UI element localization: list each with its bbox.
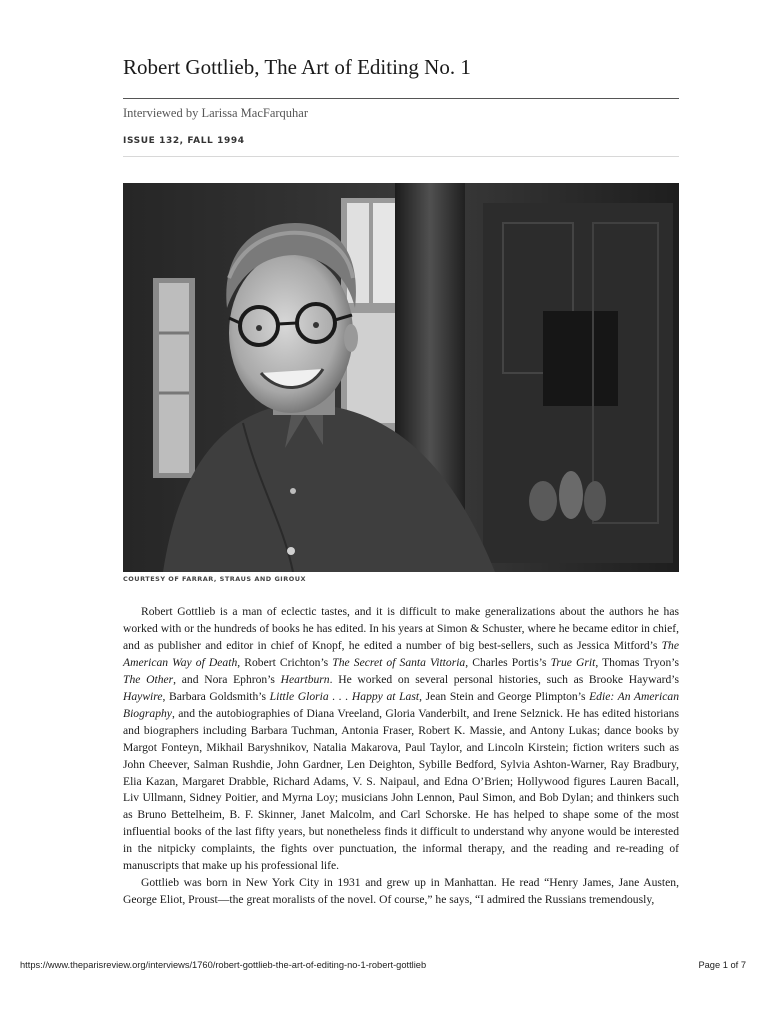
footer-url[interactable]: https://www.theparisreview.org/interviews/1760/robert-gottlieb-the-art-of-editing-no-1-robert-gottlieb (20, 960, 427, 970)
text-run: , Charles Portis’s (465, 655, 551, 669)
issue-label: ISSUE 132, FALL 1994 (123, 136, 245, 146)
article-body (123, 604, 679, 909)
italic-title: The Secret of Santa Vittoria (332, 655, 466, 669)
paragraph (123, 875, 679, 909)
author-photo (123, 183, 679, 572)
photo-credit: COURTESY OF FARRAR, STRAUS AND GIROUX (123, 575, 307, 583)
title-divider (123, 98, 679, 99)
page-title: Robert Gottlieb, The Art of Editing No. 1 (123, 55, 471, 79)
italic-title: The American Way of Death (123, 638, 679, 669)
italic-title: Little Gloria . . . Happy at Last (269, 689, 420, 703)
italic-title: The Other (123, 672, 174, 686)
header-divider (123, 156, 679, 157)
text-run: , Barbara Goldsmith’s (162, 689, 270, 703)
italic-title: Haywire (123, 689, 163, 703)
text-run: , Jean Stein and George Plimpton’s (419, 689, 590, 703)
italic-title: Edie: An American Biography (123, 689, 679, 720)
italic-title: Heartburn (280, 672, 330, 686)
paragraph (123, 604, 679, 875)
author-photo-illustration (123, 183, 679, 572)
text-run: , and the autobiographies of Diana Vreeland, Gloria Vanderbilt, and Irene Selznick. He has edited historians and biographers including Barbara Tuchman, Antonia Fraser, Robert K. Massie, and Antony Lukas; dance books by Margot Fonteyn, Mikhail Baryshnikov, Natalia Makarova, Paul Taylor, and Lincoln Kirstein; fiction writers such as John Cheever, Salman Rushdie, John Gardner, Len Deighton, Sybille Bedford, Sylvia Ashton-Warner, Ray Bradbury, Elia Kazan, Margaret Drabble, Richard Adams, V. S. Naipaul, and Edna O’Brien; Hollywood figures Lauren Bacall, Liv Ullmann, Sidney Poitier, and Myrna Loy; musicians John Lennon, Paul Simon, and Bob Dylan; and thinkers such as Bruno Bettelheim, B. F. Skinner, Janet Malcolm, and Carl Schorske. He has helped to shape some of the most influential books of the last fifty years, but nonetheless finds it difficult to understand why anyone would be interested in the nitpicky complaints, the fights over punctuation, the informal therapy, and the reading and re-reading of manuscripts that make up his professional life. (123, 706, 679, 873)
italic-title: True Grit (550, 655, 596, 669)
page-number: Page 1 of 7 (698, 960, 746, 970)
byline: Interviewed by Larissa MacFarquhar (123, 106, 308, 120)
text-run: , and Nora Ephron’s (173, 672, 281, 686)
text-run: Robert Gottlieb is a man of eclectic tastes, and it is difficult to make generalizations about the authors he has worked with or the hundreds of books he has edited. In his years at Simon & Schuster, where he became editor in chief, and as publisher and editor in chief of Knopf, he edited a number of big best-sellers, such as Jessica Mitford’s (123, 605, 679, 652)
text-run: Gottlieb was born in New York City in 1931 and grew up in Manhattan. He read “Henry James, Jane Austen, George Eliot, Proust—the great moralists of the novel. Of course,” he says, “I admired the Russians tremendously, (123, 876, 679, 907)
text-run: , Thomas Tryon’s (595, 655, 679, 669)
text-run: , Robert Crichton’s (237, 655, 333, 669)
text-run: . He worked on several personal histories, such as Brooke Hayward’s (329, 672, 679, 686)
